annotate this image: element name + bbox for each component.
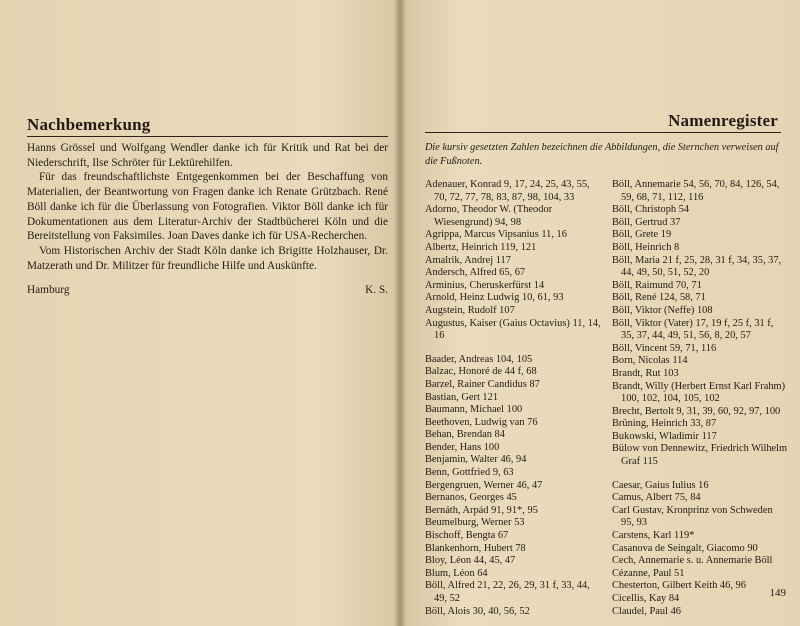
afterword-paragraph: Vom Historischen Archiv der Stadt Köln danke ich Brigitte Holzhauser, Dr. Matzerath und Dr. Militzer für freundliche Hilfe und Auskünfte.: [27, 244, 388, 272]
index-entry: Blankenhorn, Hubert 78: [425, 542, 526, 554]
index-entry: Böll, Alois 30, 40, 56, 52: [425, 605, 530, 617]
index-entry: Balzac, Honoré de 44 f, 68: [425, 366, 537, 378]
index-letter-gap: [425, 343, 605, 354]
index-entry: Böll, Heinrich 8: [612, 241, 680, 253]
afterword-paragraph: Für das freundschaftlichste Entgegenkommen bei der Beschaffung von Materialien, der Beantwortung von Fragen danke ich Renate Grützbach. René Böll danke ich für die Überlassung von Fotografien. Viktor Böll danke ich für Dokumentationen aus dem Literatur-Archiv der Stadtbücherei Köln und die Bereitstellung von Faksimiles. Joan Daves danke ich für USA-Recherchen.: [27, 171, 388, 243]
heading-rule: [27, 136, 388, 137]
index-entry: Albertz, Heinrich 119, 121: [425, 241, 537, 253]
index-entry: Agrippa, Marcus Vipsanius 11, 16: [425, 229, 567, 241]
index-entry: Benn, Gottfried 9, 63: [425, 467, 514, 479]
index-entry: Andersch, Alfred 65, 67: [425, 267, 526, 279]
index-entry: Cicellis, Kay 84: [612, 593, 680, 604]
index-entry: Benjamin, Walter 46, 94: [425, 454, 527, 466]
index-entry: Böll, Raimund 70, 71: [612, 279, 702, 291]
index-entry: Bischoff, Bengta 67: [425, 530, 509, 542]
index-entry: Augustus, Kaiser (Gaius Octavius) 11, 14, 16: [425, 317, 601, 342]
index-entry: Bukowski, Wladimir 117: [612, 430, 717, 442]
index-entry: Böll, Maria 21 f, 25, 28, 31 f, 34, 35, 37, 44, 49, 50, 51, 52, 20: [612, 254, 782, 279]
right-page: [400, 0, 800, 626]
index-entry: Bernanos, Georges 45: [425, 492, 517, 504]
index-entry: Bergengruen, Werner 46, 47: [425, 479, 543, 491]
page-number: 149: [769, 587, 786, 599]
index-entry: Amalrik, Andrej 117: [425, 254, 511, 266]
index-entry: Böll, Gertrud 37: [612, 216, 681, 228]
index-entry: Born, Nicolas 114: [612, 355, 688, 367]
index-entry: Böll, Viktor (Neffe) 108: [612, 304, 713, 316]
index-entry: Brandt, Willy (Herbert Ernst Karl Frahm) 100, 102, 104, 105, 102: [612, 380, 786, 405]
signoff-place: Hamburg: [27, 284, 70, 296]
index-entry: Claudel, Paul 46: [612, 605, 681, 617]
afterword-paragraph: Hanns Grössel und Wolfgang Wendler danke ich für Kritik und Rat bei der Niederschrift, Ilse Schröter für Lektürehilfen.: [27, 142, 388, 169]
index-letter-gap: [612, 469, 788, 480]
index-entry: Casanova de Seingalt, Giacomo 90: [612, 542, 758, 554]
index-entry: Arnold, Heinz Ludwig 10, 61, 93: [425, 292, 564, 304]
index-heading: Namenregister: [668, 111, 778, 130]
index-entry: Böll, Grete 19: [612, 229, 672, 241]
index-entry: Beumelburg, Werner 53: [425, 517, 525, 529]
index-entry: Camus, Albert 75, 84: [612, 492, 701, 504]
index-entry: Behan, Brendan 84: [425, 429, 505, 441]
index-entry: Blum, Léon 64: [425, 567, 488, 579]
book-gutter: [394, 0, 406, 626]
index-column-left: [425, 179, 605, 618]
index-entry: Böll, René 124, 58, 71: [612, 292, 706, 304]
index-entry: Bernáth, Arpád 91, 91*, 95: [425, 504, 538, 516]
index-entry: Bender, Hans 100: [425, 441, 500, 453]
index-entry: Brandt, Rut 103: [612, 367, 679, 379]
index-entry: Adenauer, Konrad 9, 17, 24, 25, 43, 55, 70, 72, 77, 78, 83, 87, 98, 104, 33: [425, 179, 590, 203]
index-entry: Böll, Viktor (Vater) 17, 19 f, 25 f, 31 f, 35, 37, 44, 49, 51, 56, 8, 20, 57: [612, 317, 774, 342]
afterword-heading: Nachbemerkung: [27, 115, 151, 134]
index-entry: Bastian, Gert 121: [425, 391, 499, 403]
index-entry: Brecht, Bertolt 9, 31, 39, 60, 92, 97, 100: [612, 405, 781, 417]
index-entry: Carstens, Karl 119*: [612, 530, 695, 542]
index-entry: Bloy, Léon 44, 45, 47: [425, 555, 516, 567]
index-entry: Caesar, Gaius Iulius 16: [612, 479, 709, 491]
index-entry: Brüning, Heinrich 33, 87: [612, 418, 717, 430]
index-entry: Böll, Vincent 59, 71, 116: [612, 342, 717, 354]
index-intro: Die kursiv gesetzten Zahlen bezeichnen die Abbildungen, die Sternchen verweisen auf die Fußnoten.: [425, 142, 779, 167]
index-entry: Beethoven, Ludwig van 76: [425, 416, 538, 428]
index-column-right: [612, 179, 788, 618]
index-entry: Chesterton, Gilbert Keith 46, 96: [612, 580, 746, 592]
index-entry: Böll, Annemarie 54, 56, 70, 84, 126, 54, 59, 68, 71, 112, 116: [612, 179, 780, 203]
index-entry: Böll, Christoph 54: [612, 204, 690, 216]
index-entry: Augstein, Rudolf 107: [425, 304, 515, 316]
index-entry: Arminius, Cheruskerfürst 14: [425, 279, 545, 291]
index-entry: Baader, Andreas 104, 105: [425, 353, 533, 365]
afterword-text: [27, 141, 388, 273]
index-entry: Bülow von Dennewitz, Friedrich Wilhelm Graf 115: [612, 443, 788, 468]
index-entry: Barzel, Rainer Candidus 87: [425, 378, 540, 390]
heading-rule: [425, 132, 781, 133]
index-entry: Carl Gustav, Kronprinz von Schweden 95, 93: [612, 504, 773, 529]
signoff-initials: K. S.: [365, 284, 388, 296]
index-entry: Böll, Alfred 21, 22, 26, 29, 31 f, 33, 44, 49, 52: [425, 580, 590, 604]
index-entry: Cech, Annemarie s. u. Annemarie Böll: [612, 555, 773, 567]
index-entry: Baumann, Michael 100: [425, 404, 523, 416]
index-entry: Adorno, Theodor W. (Theodor Wiesengrund) 94, 98: [425, 204, 553, 228]
index-entry: Cézanne, Paul 51: [612, 567, 685, 579]
